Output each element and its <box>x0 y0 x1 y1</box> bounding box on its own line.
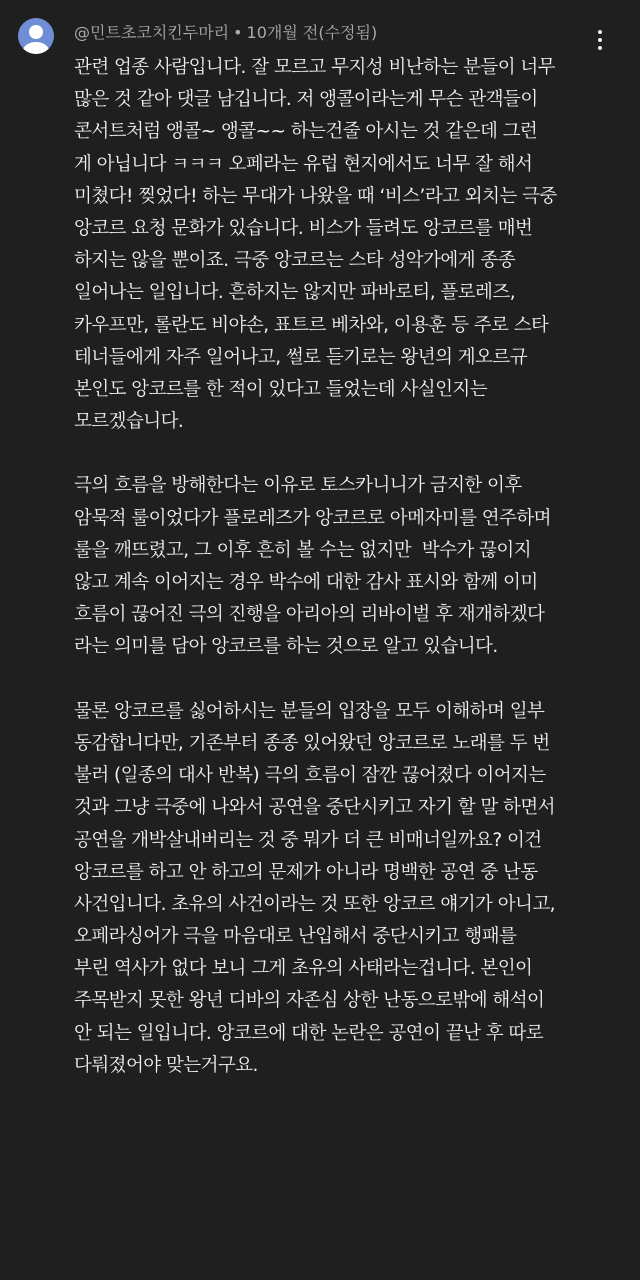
avatar[interactable] <box>18 18 54 54</box>
meta-separator: • <box>233 23 243 42</box>
comment-paragraph-3 <box>74 696 634 1082</box>
comment-text <box>74 52 634 1082</box>
text-line: 않고 계속 이어지는 경우 박수에 대한 감사 표시와 함께 이미 <box>74 572 538 593</box>
text-line: 부린 역사가 없다 보니 그게 초유의 사태라는겁니다. 본인이 <box>74 958 533 980</box>
text-line: 안 되는 일입니다. 앙코르에 대한 논란은 공연이 끝난 후 따로 <box>74 1022 544 1044</box>
text-line: 모르겠습니다. <box>74 411 184 433</box>
text-line: 불러 (일종의 대사 반복) 극의 흐름이 잠깐 끊어졌다 이어지는 <box>74 765 546 787</box>
text-line: 카우프만, 롤란도 비야손, 표트르 베차와, 이용훈 등 주로 스타 <box>74 314 549 336</box>
text-line: 주목받지 못한 왕년 디바의 자존심 상한 난동으로밖에 해석이 <box>74 990 545 1012</box>
text-line: 암묵적 룰이었다가 플로레즈가 앙코르로 아메자미를 연주하며 <box>74 507 552 529</box>
paragraph-gap <box>74 664 634 696</box>
text-line: 본인도 앙코르를 한 적이 있다고 들었는데 사실인지는 <box>74 378 488 400</box>
comment-paragraph-1 <box>74 52 634 438</box>
text-line: 미쳤다! 찢었다! 하는 무대가 나왔을 때 ‘비스’라고 외치는 극중 <box>74 185 557 207</box>
comment-paragraph-2 <box>74 470 634 663</box>
text-line: 것과 그냥 극중에 나와서 공연을 중단시키고 자기 할 말 하면서 <box>74 797 556 819</box>
text-line: 룰을 깨뜨렸고, 그 이후 흔히 볼 수는 없지만 박수가 끊이지 <box>74 539 532 561</box>
timestamp[interactable]: 10개월 전(수정됨) <box>246 23 378 42</box>
paragraph-gap <box>74 438 634 470</box>
text-line: 일어나는 일입니다. 흔하지는 않지만 파바로티, 플로레즈, <box>74 282 516 304</box>
text-line: 사건입니다. 초유의 사건이라는 것 또한 앙코르 얘기가 아니고, <box>74 893 556 915</box>
user-silhouette-icon <box>18 18 54 54</box>
text-line: 흐름이 끊어진 극의 진행을 아리아의 리바이벌 후 재개하겠다 <box>74 604 545 626</box>
text-line: 라는 의미를 담아 앙코르를 하는 것으로 알고 있습니다. <box>74 636 498 658</box>
text-line: 하지는 않을 뿐이죠. 극중 앙코르는 스타 성악가에게 종종 <box>74 250 516 272</box>
text-line: 물론 앙코르를 싫어하시는 분들의 입장을 모두 이해하며 일부 <box>74 700 545 722</box>
text-line: 콘서트처럼 앵콜~ 앵콜~~ 하는건줄 아시는 것 같은데 그런 <box>74 121 538 143</box>
text-line: 게 아닙니다 ㅋㅋㅋ 오페라는 유럽 현지에서도 너무 잘 해서 <box>74 153 533 175</box>
author-name[interactable]: @민트초코치킨두마리 <box>74 23 230 42</box>
text-line: 관련 업종 사람입니다. 잘 모르고 무지성 비난하는 분들이 너무 <box>74 57 556 78</box>
text-line: 테너들에게 자주 일어나고, 썰로 듣기로는 왕년의 게오르규 <box>74 346 528 368</box>
text-line: 다뤄졌어야 맞는거구요. <box>74 1054 258 1076</box>
text-line: 오페라싱어가 극을 마음대로 난입해서 중단시키고 행패를 <box>74 926 517 948</box>
kebab-menu-icon <box>598 30 602 34</box>
text-line: 많은 것 같아 댓글 남깁니다. 저 앵콜이라는게 무슨 관객들이 <box>74 89 538 111</box>
text-line: 극의 흐름을 방해한다는 이유로 토스카니니가 금지한 이후 <box>74 475 522 497</box>
text-line: 공연을 개박살내버리는 것 중 뭐가 더 큰 비매너일까요? 이건 <box>74 829 542 851</box>
text-line: 동감합니다만, 기존부터 종종 있어왔던 앙코르로 노래를 두 번 <box>74 732 550 754</box>
text-line: 앙코르 요청 문화가 있습니다. 비스가 들려도 앙코르를 매번 <box>74 217 533 239</box>
text-line: 앙코르를 하고 안 하고의 문제가 아니라 명백한 공연 중 난동 <box>74 861 538 883</box>
comment-meta <box>74 22 377 44</box>
